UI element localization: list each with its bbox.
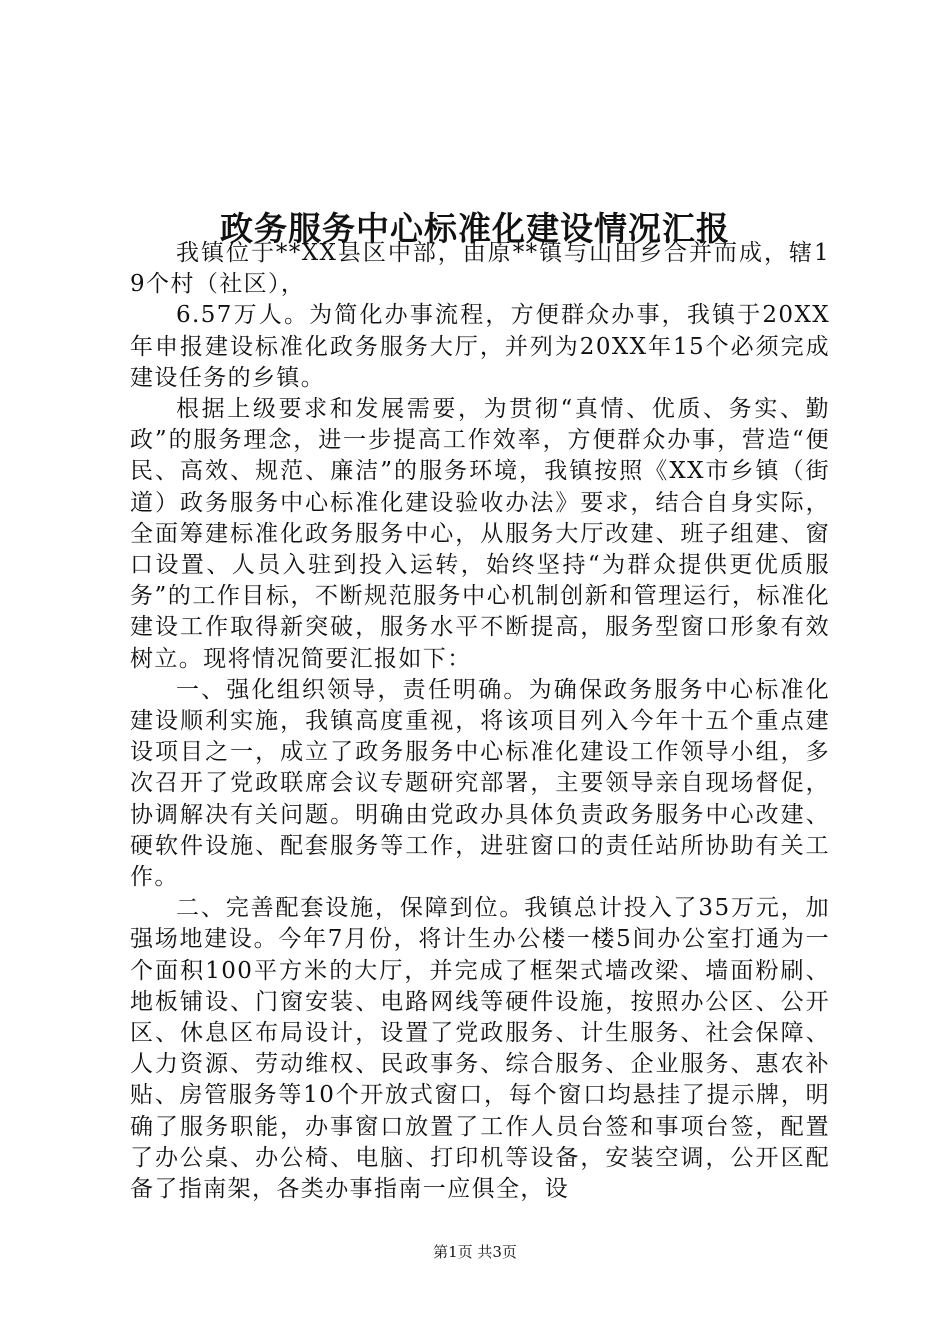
document-body [130,238,830,1205]
paragraph-section-one: 一、强化组织领导，责任明确。为确保政务服务中心标准化建设顺利实施，我镇高度重视，将该项目列入今年十五个重点建设项目之一，成立了政务服务中心标准化建设工作领导小组，多次召开了党政联席会议专题研究部署，主要领导亲自现场督促，协调解决有关问题。明确由党政办具体负责政务服务中心改建、硬软件设施、配套服务等工作，进驻窗口的责任站所协助有关工作。 [130,676,830,891]
document-title: 政务服务中心标准化建设情况汇报 [220,209,730,249]
paragraph-intro: 我镇位于**XX县区中部，由原**镇与山田乡合并而成，辖19个村（社区）， [130,240,830,298]
paragraph-population: 6.57万人。为简化办事流程，方便群众办事，我镇于20XX年申报建设标准化政务服务大厅，并列为20XX年15个必须完成建设任务的乡镇。 [130,302,830,391]
paragraph-section-two: 二、完善配套设施，保障到位。我镇总计投入了35万元，加强场地建设。今年7月份，将计生办公楼一楼5间办公室打通为一个面积100平方米的大厅，并完成了框架式墙改梁、墙面粉刷、地板铺设、门窗安装、电路网线等硬件设施，按照办公区、公开区、休息区布局设计，设置了党政服务、计生服务、社会保障、人力资源、劳动维权、民政事务、综合服务、企业服务、惠农补贴、房管服务等10个开放式窗口，每个窗口均悬挂了提示牌，明确了服务职能，办事窗口放置了工作人员台签和事项台签，配置了办公桌、办公椅、电脑、打印机等设备，安装空调，公开区配备了指南架，各类办事指南一应俱全，设 [130,895,830,1203]
paragraph-background: 根据上级要求和发展需要，为贯彻“真情、优质、务实、勤政”的服务理念，进一步提高工作效率，方便群众办事，营造“便民、高效、规范、廉洁”的服务环境，我镇按照《XX市乡镇（街道）政务服务中心标准化建设验收办法》要求，结合自身实际，全面筹建标准化政务服务中心，从服务大厅改建、班子组建、窗口设置、人员入驻到投入运转，始终坚持“为群众提供更优质服务”的工作目标，不断规范服务中心机制创新和管理运行，标准化建设工作取得新突破，服务水平不断提高，服务型窗口形象有效树立。现将情况简要汇报如下： [130,396,830,672]
page-number: 第1页 共3页 [433,1243,517,1261]
